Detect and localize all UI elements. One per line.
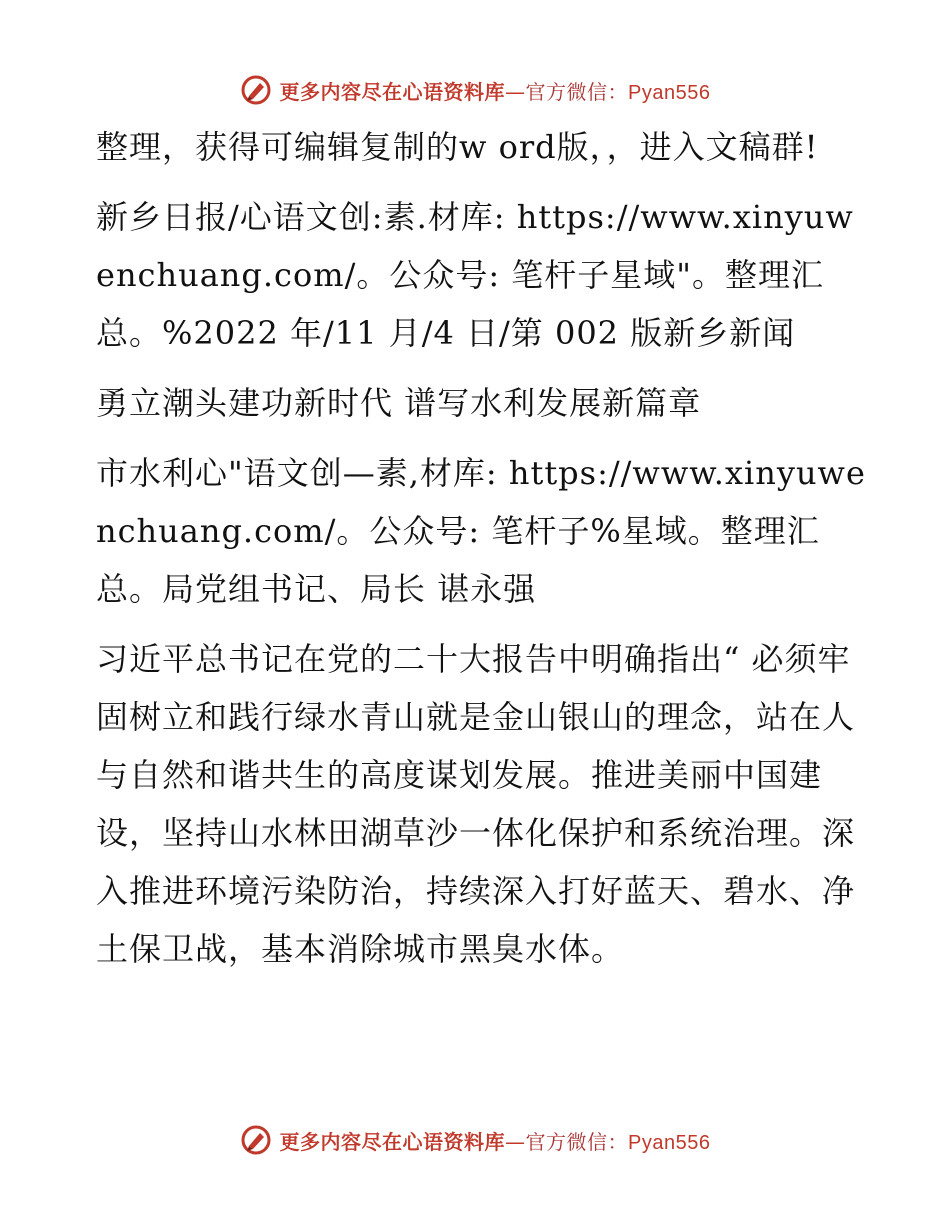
paragraph-author: 市水利心"语文创—素,材库: https://www.xinyuwenchuang.com/。公众号: 笔杆子%星域。整理汇总。局党组书记、局长 谌永强 — [96, 454, 866, 608]
document-body — [96, 118, 866, 990]
paragraph-body: 习近平总书记在党的二十大报告中明确指出“ 必须牢固树立和践行绿水青山就是金山银山的理念，站在人与自然和谐共生的高度谋划发展。推进美丽中国建设，坚持山水林田湖草沙一体化保护和系统治理。深入推进环境污染防治，持续深入打好蓝天、碧水、净土保卫战，基本消除城市黑臭水体。 — [96, 640, 856, 968]
banner-text: 更多内容尽在心语资料库—官方微信：Pyan556 — [279, 79, 711, 104]
paragraph-intro: 整理，获得可编辑复制的w ord版，，进入文稿群! — [96, 128, 819, 166]
footer-banner — [0, 1120, 950, 1160]
header-banner — [0, 70, 950, 110]
pen-logo-icon — [240, 74, 272, 106]
banner-text: 更多内容尽在心语资料库—官方微信：Pyan556 — [279, 1129, 711, 1154]
article-title: 勇立潮头建功新时代 谱写水利发展新篇章 — [96, 384, 702, 422]
pen-logo-icon — [240, 1124, 272, 1156]
paragraph-source: 新乡日报/心语文创:素.材库: https://www.xinyuwenchuang.com/。公众号: 笔杆子星域"。整理汇总。%2022 年/11 月/4 日/第 002 版新乡新闻 — [96, 198, 854, 352]
